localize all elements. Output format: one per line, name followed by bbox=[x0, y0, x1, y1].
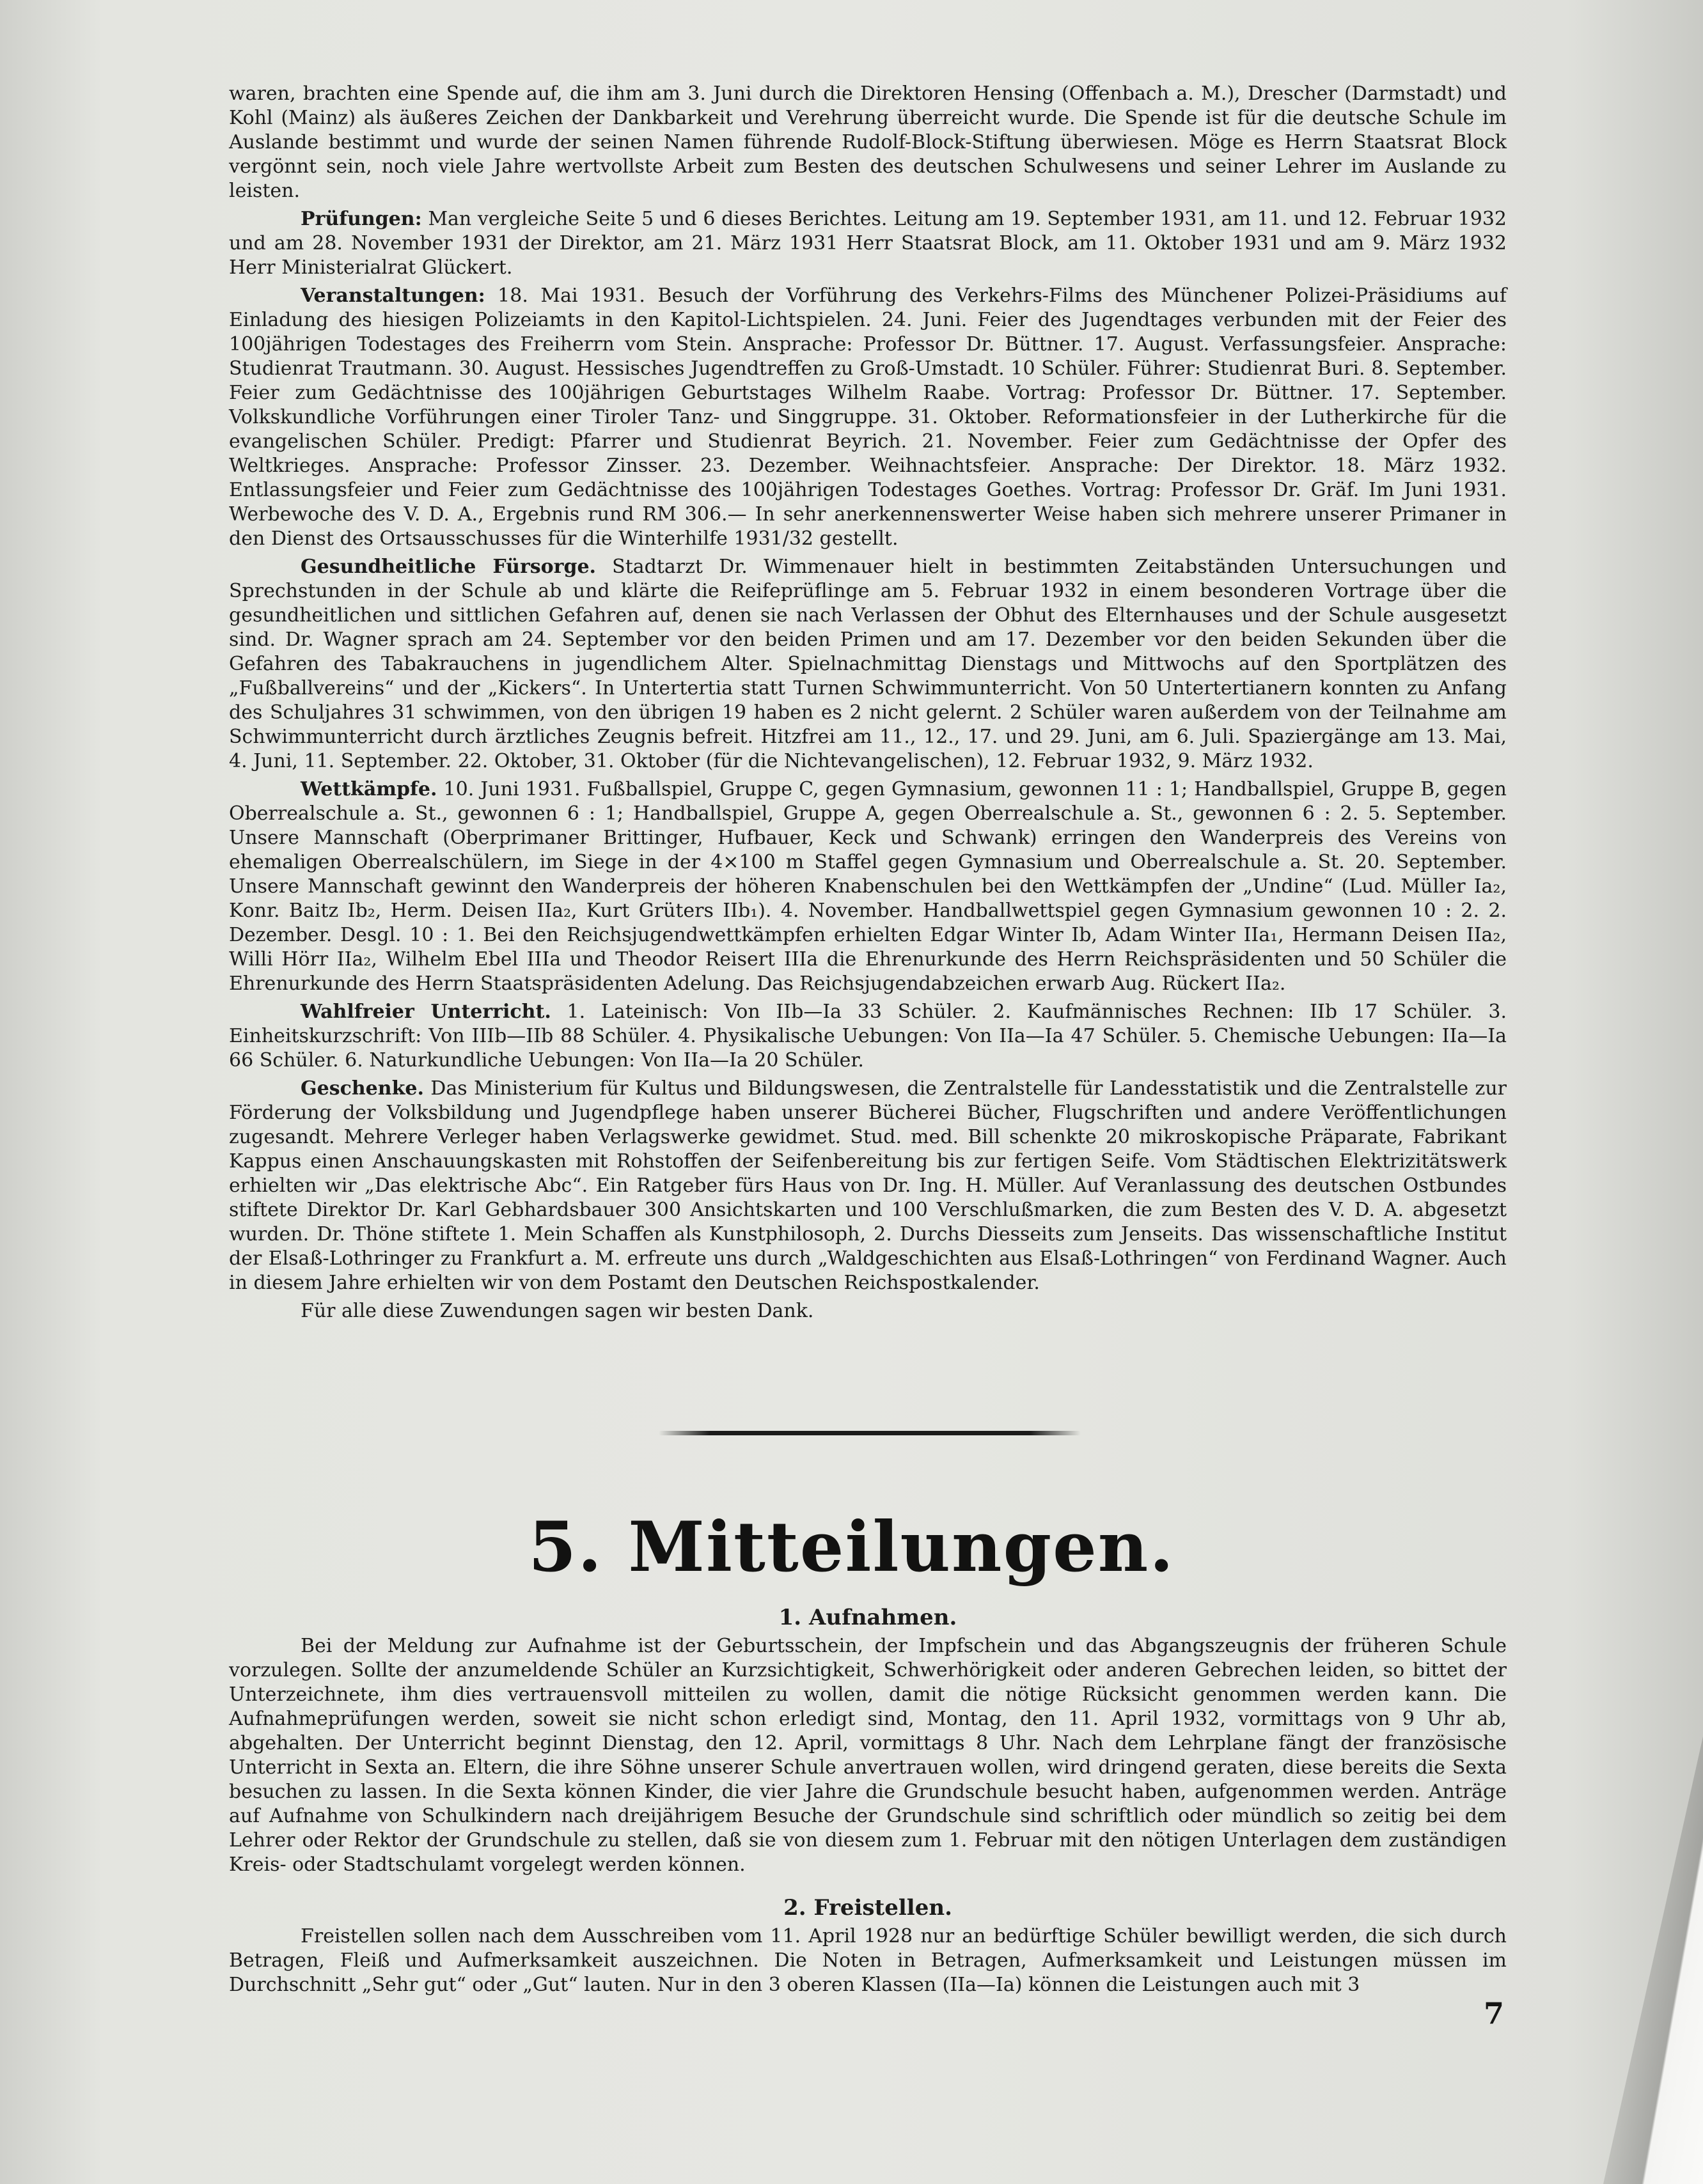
subsection-heading-aufnahmen: 1. Aufnahmen. bbox=[778, 1605, 957, 1630]
pruefungen-heading: Prüfungen: bbox=[301, 208, 422, 230]
aufnahmen-paragraph: Bei der Meldung zur Aufnahme ist der Geburtsschein, der Impfschein und das Abgangszeugnis der früheren Schule vorzulegen. Sollte der anzumeldende Schüler an Kurzsichtigkeit, Schwerhörigkeit oder anderen Gebrechen leiden, so bittet der Unterzeichnete, ihm dies vertrauensvoll mitteilen zu wollen, damit die nötige Rücksicht genommen werden kann. Die Aufnahmeprüfungen werden, soweit sie nicht schon erledigt sind, Montag, den 11. April 1932, vormittags von 9 Uhr ab, abgehalten. Der Unterricht beginnt Dienstag, den 12. April, vormittags 8 Uhr. Nach dem Lehrplane fängt der französische Unterricht in Sexta an. Eltern, die ihre Söhne unserer Schule anvertrauen wollen, wird dringend geraten, diese bereits die Sexta besuchen zu lassen. In die Sexta können Kinder, die vier Jahre die Grundschule besucht haben, aufgenommen werden. Anträge auf Aufnahme von Schulkindern nach dreijährigem Besuche der Grundschule sind schriftlich oder mündlich so zeitig bei dem Lehrer oder Rektor der Grundschule zu stellen, daß sie von diesem zum 1. Februar mit den nötigen Unterlagen dem zuständigen Kreis- oder Stadtschulamt vorgelegt werden können. bbox=[229, 1635, 1507, 1876]
page-number: 7 bbox=[1484, 1996, 1505, 2031]
thanks-line: Für alle diese Zuwendungen sagen wir besten Dank. bbox=[301, 1300, 814, 1322]
wettkaempfe-heading: Wettkämpfe. bbox=[301, 778, 437, 800]
section-divider bbox=[659, 1431, 1081, 1435]
wahlfrei-paragraph bbox=[229, 1000, 1507, 1073]
freistellen-paragraph: Freistellen sollen nach dem Ausschreiben vom 11. April 1928 nur an bedürftige Schüler bewilligt werden, die sich durch Betragen, Fleiß und Aufmerksamkeit auszeichnen. Die Noten in Betragen, Aufmerksamkeit und Leistungen müssen im Durchschnitt „Sehr gut“ oder „Gut“ lauten. Nur in den 3 oberen Klassen (IIa—Ia) können die Leistungen auch mit 3 bbox=[229, 1925, 1507, 1996]
wahlfrei-heading: Wahlfreier Unterricht. bbox=[301, 1001, 551, 1023]
veranstaltungen-text: 18. Mai 1931. Besuch der Vorführung des Verkehrs-Films des Münchener Polizei-Präsidiums auf Einladung des hiesigen Polizeiamts in den Kapitol-Lichtspielen. 24. Juni. Feier des Jugendtages verbunden mit der Feier des 100jährigen Todestages des Freiherrn vom Stein. Ansprache: Professor Dr. Büttner. 17. August. Verfassungsfeier. Ansprache: Studienrat Trautmann. 30. August. Hessisches Jugendtreffen zu Groß-Umstadt. 10 Schüler. Führer: Studienrat Buri. 8. September. Feier zum Gedächtnisse des 100jährigen Geburtstages Wilhelm Raabe. Vortrag: Professor Dr. Büttner. 17. September. Volkskundliche Vorführungen einer Tiroler Tanz- und Singgruppe. 31. Oktober. Reformationsfeier in der Lutherkirche für die evangelischen Schüler. Predigt: Pfarrer und Studienrat Beyrich. 21. November. Feier zum Gedächtnisse der Opfer des Weltkrieges. Ansprache: Professor Zinsser. 23. Dezember. Weihnachtsfeier. Ansprache: Der Direktor. 18. März 1932. Entlassungsfeier und Feier zum Gedächtnisse des 100jährigen Todestages Goethes. Vortrag: Professor Dr. Gräf. Im Juni 1931. Werbewoche des V. D. A., Ergebnis rund RM 306.— In sehr anerkennenswerter Weise haben sich mehrere unserer Primaner in den Dienst des Ortsausschusses für die Winterhilfe 1931/32 gestellt. bbox=[229, 285, 1507, 550]
report-body bbox=[229, 82, 1507, 1326]
wettkaempfe-text: 10. Juni 1931. Fußballspiel, Gruppe C, gegen Gymnasium, gewonnen 11 : 1; Handballspiel, Gruppe B, gegen Oberrealschule a. St., gewonnen 6 : 1; Handballspiel, Gruppe A, gegen Oberrealschule a. St., gewonnen 6 : 2. 5. September. Unsere Mannschaft (Oberprimaner Brittinger, Hufbauer, Keck und Schwank) erringen den Wanderpreis des Vereins von ehemaligen Oberrealschülern, im Siege in der 4×100 m Staffel gegen Gymnasium und Oberrealschule a. St. 20. September. Unsere Mannschaft gewinnt den Wanderpreis der höheren Knabenschulen bei den Wettkämpfen der „Undine“ (Lud. Müller Ia₂, Konr. Baitz Ib₂, Herm. Deisen IIa₂, Kurt Grüters IIb₁). 4. November. Handballwettspiel gegen Gymnasium gewonnen 10 : 2. 2. Dezember. Desgl. 10 : 1. Bei den Reichsjugendwettkämpfen erhielten Edgar Winter Ib, Adam Winter IIa₁, Hermann Deisen IIa₂, Willi Hörr IIa₂, Wilhelm Ebel IIIa und Theodor Reisert IIIa die Ehrenurkunde des Herrn Reichspräsidenten und 50 Schüler die Ehrenurkunde des Herrn Staatspräsidenten Adelung. Das Reichsjugendabzeichen erwarb Aug. Rückert IIa₂. bbox=[229, 778, 1507, 995]
veranstaltungen-paragraph bbox=[229, 284, 1507, 551]
geschenke-paragraph bbox=[229, 1077, 1507, 1295]
subsection-heading-freistellen: 2. Freistellen. bbox=[783, 1895, 952, 1921]
mitteilungen-body bbox=[229, 1603, 1507, 2000]
geschenke-text: Das Ministerium für Kultus und Bildungswesen, die Zentralstelle für Landesstatistik und die Zentralstelle zur Förderung der Volksbildung und Jugendpflege haben unserer Bücherei Bücher, Flugschriften und andere Veröffentlichungen zugesandt. Mehrere Verleger haben Verlagswerke gewidmet. Stud. med. Bill schenkte 20 mikroskopische Präparate, Fabrikant Kappus einen Anschauungskasten mit Rohstoffen der Seifenbereitung bis zur fertigen Seife. Vom Städtischen Elektrizitätswerk erhielten wir „Das elektrische Abc“. Ein Ratgeber fürs Haus von Dr. Ing. H. Müller. Auf Veranlassung des deutschen Ostbundes stiftete Direktor Dr. Karl Gebhardsbauer 300 Ansichtskarten und 100 Verschlußmarken, die zum Besten des V. D. A. abgesetzt wurden. Dr. Thöne stiftete 1. Mein Schaffen als Kunstphilosoph, 2. Durchs Diesseits zum Jenseits. Das wissenschaftliche Institut der Elsaß-Lothringer zu Frankfurt a. M. erfreute uns durch „Waldgeschichten aus Elsaß-Lothringen“ von Ferdinand Wagner. Auch in diesem Jahre erhielten wir von dem Postamt den Deutschen Reichspostkalender. bbox=[229, 1077, 1507, 1294]
gesundheit-text: Stadtarzt Dr. Wimmenauer hielt in bestimmten Zeitabständen Untersuchungen und Sprechstunden in der Schule ab und klärte die Reifeprüflinge am 5. Februar 1932 in einem besonderen Vortrage über die gesundheitlichen und sittlichen Gefahren auf, denen sie nach Verlassen der Obhut des Elternhauses und der Schule ausgesetzt sind. Dr. Wagner sprach am 24. September vor den beiden Primen und am 17. Dezember vor den beiden Sekunden über die Gefahren des Tabakrauchens in jugendlichem Alter. Spielnachmittag Dienstags und Mittwochs auf den Sportplätzen des „Fußballvereins“ und der „Kickers“. In Untertertia statt Turnen Schwimmunterricht. Von 50 Untertertianern konnten zu Anfang des Schuljahres 31 schwimmen, von den übrigen 19 haben es 2 nicht gelernt. 2 Schüler waren außerdem von der Teilnahme am Schwimmunterricht durch ärztliches Zeugnis befreit. Hitzfrei am 11., 12., 17. und 29. Juni, am 6. Juli. Spaziergänge am 13. Mai, 4. Juni, 11. September. 22. Oktober, 31. Oktober (für die Nichtevangelischen), 12. Februar 1932, 9. März 1932. bbox=[229, 556, 1507, 772]
wettkaempfe-paragraph bbox=[229, 777, 1507, 996]
gesundheit-paragraph bbox=[229, 555, 1507, 774]
pruefungen-paragraph bbox=[229, 207, 1507, 280]
page-corner-fold bbox=[1537, 1736, 1703, 2184]
veranstaltungen-heading: Veranstaltungen: bbox=[301, 285, 485, 307]
gesundheit-heading: Gesundheitliche Fürsorge. bbox=[301, 556, 596, 578]
geschenke-heading: Geschenke. bbox=[301, 1077, 424, 1100]
section-heading: 5. Mitteilungen. bbox=[528, 1507, 1175, 1587]
pruefungen-text: Man vergleiche Seite 5 und 6 dieses Berichtes. Leitung am 19. September 1931, am 11. und 12. Februar 1932 und am 28. November 1931 der Direktor, am 21. März 1931 Herr Staatsrat Block, am 11. Oktober 1931 und am 9. März 1932 Herr Ministerialrat Glückert. bbox=[229, 208, 1507, 279]
intro-paragraph: waren, brachten eine Spende auf, die ihm am 3. Juni durch die Direktoren Hensing (Offenbach a. M.), Drescher (Darmstadt) und Kohl (Mainz) als äußeres Zeichen der Dankbarkeit und Verehrung überreicht wurde. Die Spende ist für die deutsche Schule im Auslande bestimmt und wurde der seinen Namen führende Rudolf-Block-Stiftung überwiesen. Möge es Herrn Staatsrat Block vergönnt sein, noch viele Jahre wertvollste Arbeit zum Besten des deutschen Schulwesens und seiner Lehrer im Auslande zu leisten. bbox=[229, 82, 1507, 202]
wahlfrei-text: 1. Lateinisch: Von IIb—Ia 33 Schüler. 2. Kaufmännisches Rechnen: IIb 17 Schüler. 3. Einheitskurzschrift: Von IIIb—IIb 88 Schüler. 4. Physikalische Uebungen: Von IIa—Ia 47 Schüler. 5. Chemische Uebungen: IIa—Ia 66 Schüler. 6. Naturkundliche Uebungen: Von IIa—Ia 20 Schüler. bbox=[229, 1001, 1507, 1072]
